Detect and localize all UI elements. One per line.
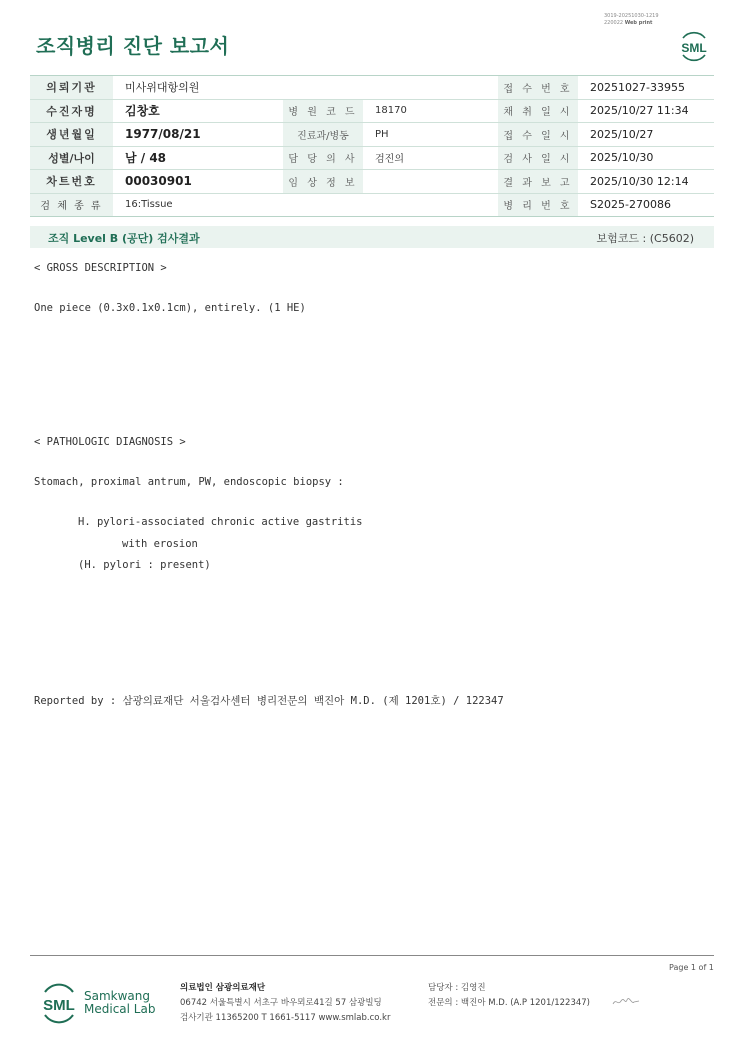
diagnosis-line: (H. pylori : present) [78,559,211,571]
label-department: 진료과/병동 [283,123,363,147]
specialist: 전문의 : 백진아 M.D. (A.P 1201/122347) [428,998,590,1008]
value-chart-no: 00030901 [125,174,192,189]
value-result-report: 2025/10/30 12:14 [590,174,689,188]
gross-heading: < GROSS DESCRIPTION > [34,262,167,274]
value-receipt-date: 2025/10/27 [590,127,654,141]
logo-text: SML [681,41,707,55]
result-section-bar [30,226,714,248]
print-id-2: 220022 [604,20,624,26]
value-specimen-type: 16:Tissue [125,199,173,211]
value-clinical-info [363,170,498,194]
org-name: 의료법인 삼광의료재단 [180,983,266,993]
label-test-date: 검 사 일 시 [498,146,578,170]
label-birth-date: 생년월일 [30,123,113,147]
org-address: 06742 서울특별시 서초구 바우뫼로41길 57 삼광빌딩 [180,998,382,1008]
print-id: 3019-20251030-1219 [604,13,659,19]
print-type: Web print [624,20,653,26]
signature-icon [612,996,640,1008]
label-receipt-no: 접 수 번 호 [498,76,578,100]
value-physician: 검진의 [375,154,404,166]
value-sex-age: 남 / 48 [125,151,167,166]
reported-by: Reported by : 삼광의료재단 서울검사센터 병리전문의 백진아 M.D. (제 1201호) / 122347 [34,695,504,707]
value-birth-date: 1977/08/21 [125,127,201,142]
info-row [30,170,714,194]
label-chart-no: 차트번호 [30,170,113,194]
value-test-date: 2025/10/30 [590,151,654,165]
print-meta [604,13,659,27]
value-pathology-no: S2025-270086 [590,198,671,212]
value-hospital-code: 18170 [375,105,407,117]
org-contact: 검사기관 11365200 T 1661-5117 www.smlab.co.kr [180,1013,391,1023]
diagnosis-heading: < PATHOLOGIC DIAGNOSIS > [34,436,186,448]
diagnosis-line: with erosion [122,538,198,550]
section-title: 조직 Level B (공단) 검사결과 [48,232,200,245]
value-client: 미사위대항의원 [125,81,200,95]
gross-text: One piece (0.3x0.1x0.1cm), entirely. (1 HE) [34,302,306,314]
label-collection-date: 채 취 일 시 [498,99,578,123]
label-hospital-code: 병 원 코 드 [283,99,363,123]
label-result-report: 결 과 보 고 [498,170,578,194]
info-row [30,146,714,170]
info-row [30,193,714,217]
brand-name: Medical Lab [84,1002,156,1016]
sml-logo-icon [676,29,712,63]
staff-in-charge: 담당자 : 김영진 [428,983,486,993]
info-row [30,76,714,100]
footer-divider [30,955,714,956]
info-row [30,123,714,147]
label-receipt-date: 접 수 일 시 [498,123,578,147]
label-client: 의뢰기관 [30,76,113,100]
label-patient-name: 수진자명 [30,99,113,123]
label-clinical-info: 임 상 정 보 [283,170,363,194]
value-receipt-no: 20251027-33955 [590,80,685,94]
value-collection-date: 2025/10/27 11:34 [590,104,689,118]
diagnosis-site: Stomach, proximal antrum, PW, endoscopic biopsy : [34,476,344,488]
label-specimen-type: 검 체 종 류 [30,193,113,217]
label-sex-age: 성별/나이 [30,146,113,170]
patient-info-table [30,75,714,217]
document-title: 조직병리 진단 보고서 [36,34,230,58]
value-patient-name: 김창호 [125,104,160,119]
sml-logo-icon [37,980,81,1026]
label-physician: 담 당 의 사 [283,146,363,170]
brand-name: Samkwang [84,989,150,1003]
insurance-code: 보험코드 : (C5602) [596,232,694,245]
page-indicator: Page 1 of 1 [669,963,714,972]
label-pathology-no: 병 리 번 호 [498,193,578,217]
diagnosis-line: H. pylori-associated chronic active gastritis [78,516,363,528]
info-row [30,99,714,123]
value-department: PH [375,128,389,140]
logo-text: SML [43,997,75,1014]
